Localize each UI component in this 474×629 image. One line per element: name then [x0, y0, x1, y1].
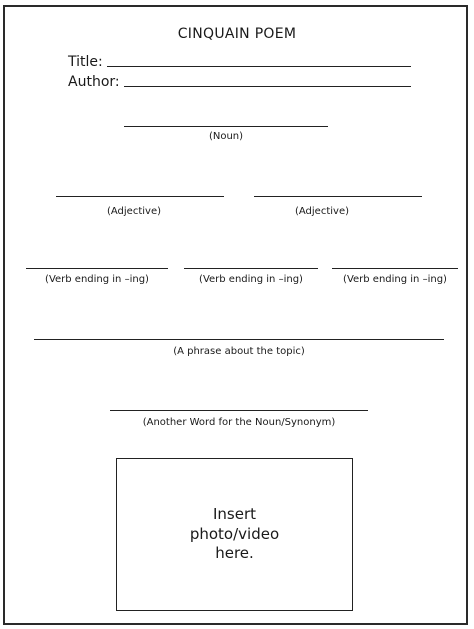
- verb-3-caption: (Verb ending in –ing): [343, 274, 447, 285]
- noun-caption: (Noun): [208, 131, 244, 142]
- verb-2-blank[interactable]: [184, 268, 318, 269]
- verb-2-caption: (Verb ending in –ing): [199, 274, 303, 285]
- synonym-caption: (Another Word for the Noun/Synonym): [142, 417, 336, 428]
- page-title: CINQUAIN POEM: [177, 26, 297, 42]
- adjective-1-caption: (Adjective): [106, 206, 161, 217]
- author-label: Author:: [68, 74, 120, 90]
- verb-3-blank[interactable]: [332, 268, 458, 269]
- adjective-1-blank[interactable]: [56, 196, 224, 197]
- photo-placeholder-box[interactable]: [116, 458, 353, 611]
- photo-placeholder-text: Insert photo/video here.: [189, 505, 280, 563]
- phrase-blank[interactable]: [34, 339, 444, 340]
- title-label: Title:: [68, 54, 103, 70]
- verb-1-blank[interactable]: [26, 268, 168, 269]
- adjective-2-caption: (Adjective): [294, 206, 349, 217]
- author-input-line[interactable]: [124, 86, 411, 87]
- adjective-2-blank[interactable]: [254, 196, 422, 197]
- phrase-caption: (A phrase about the topic): [173, 346, 305, 357]
- title-input-line[interactable]: [107, 66, 411, 67]
- noun-blank[interactable]: [124, 126, 328, 127]
- author-field-row: [68, 74, 411, 90]
- synonym-blank[interactable]: [110, 410, 368, 411]
- title-field-row: [68, 54, 411, 70]
- verb-1-caption: (Verb ending in –ing): [45, 274, 149, 285]
